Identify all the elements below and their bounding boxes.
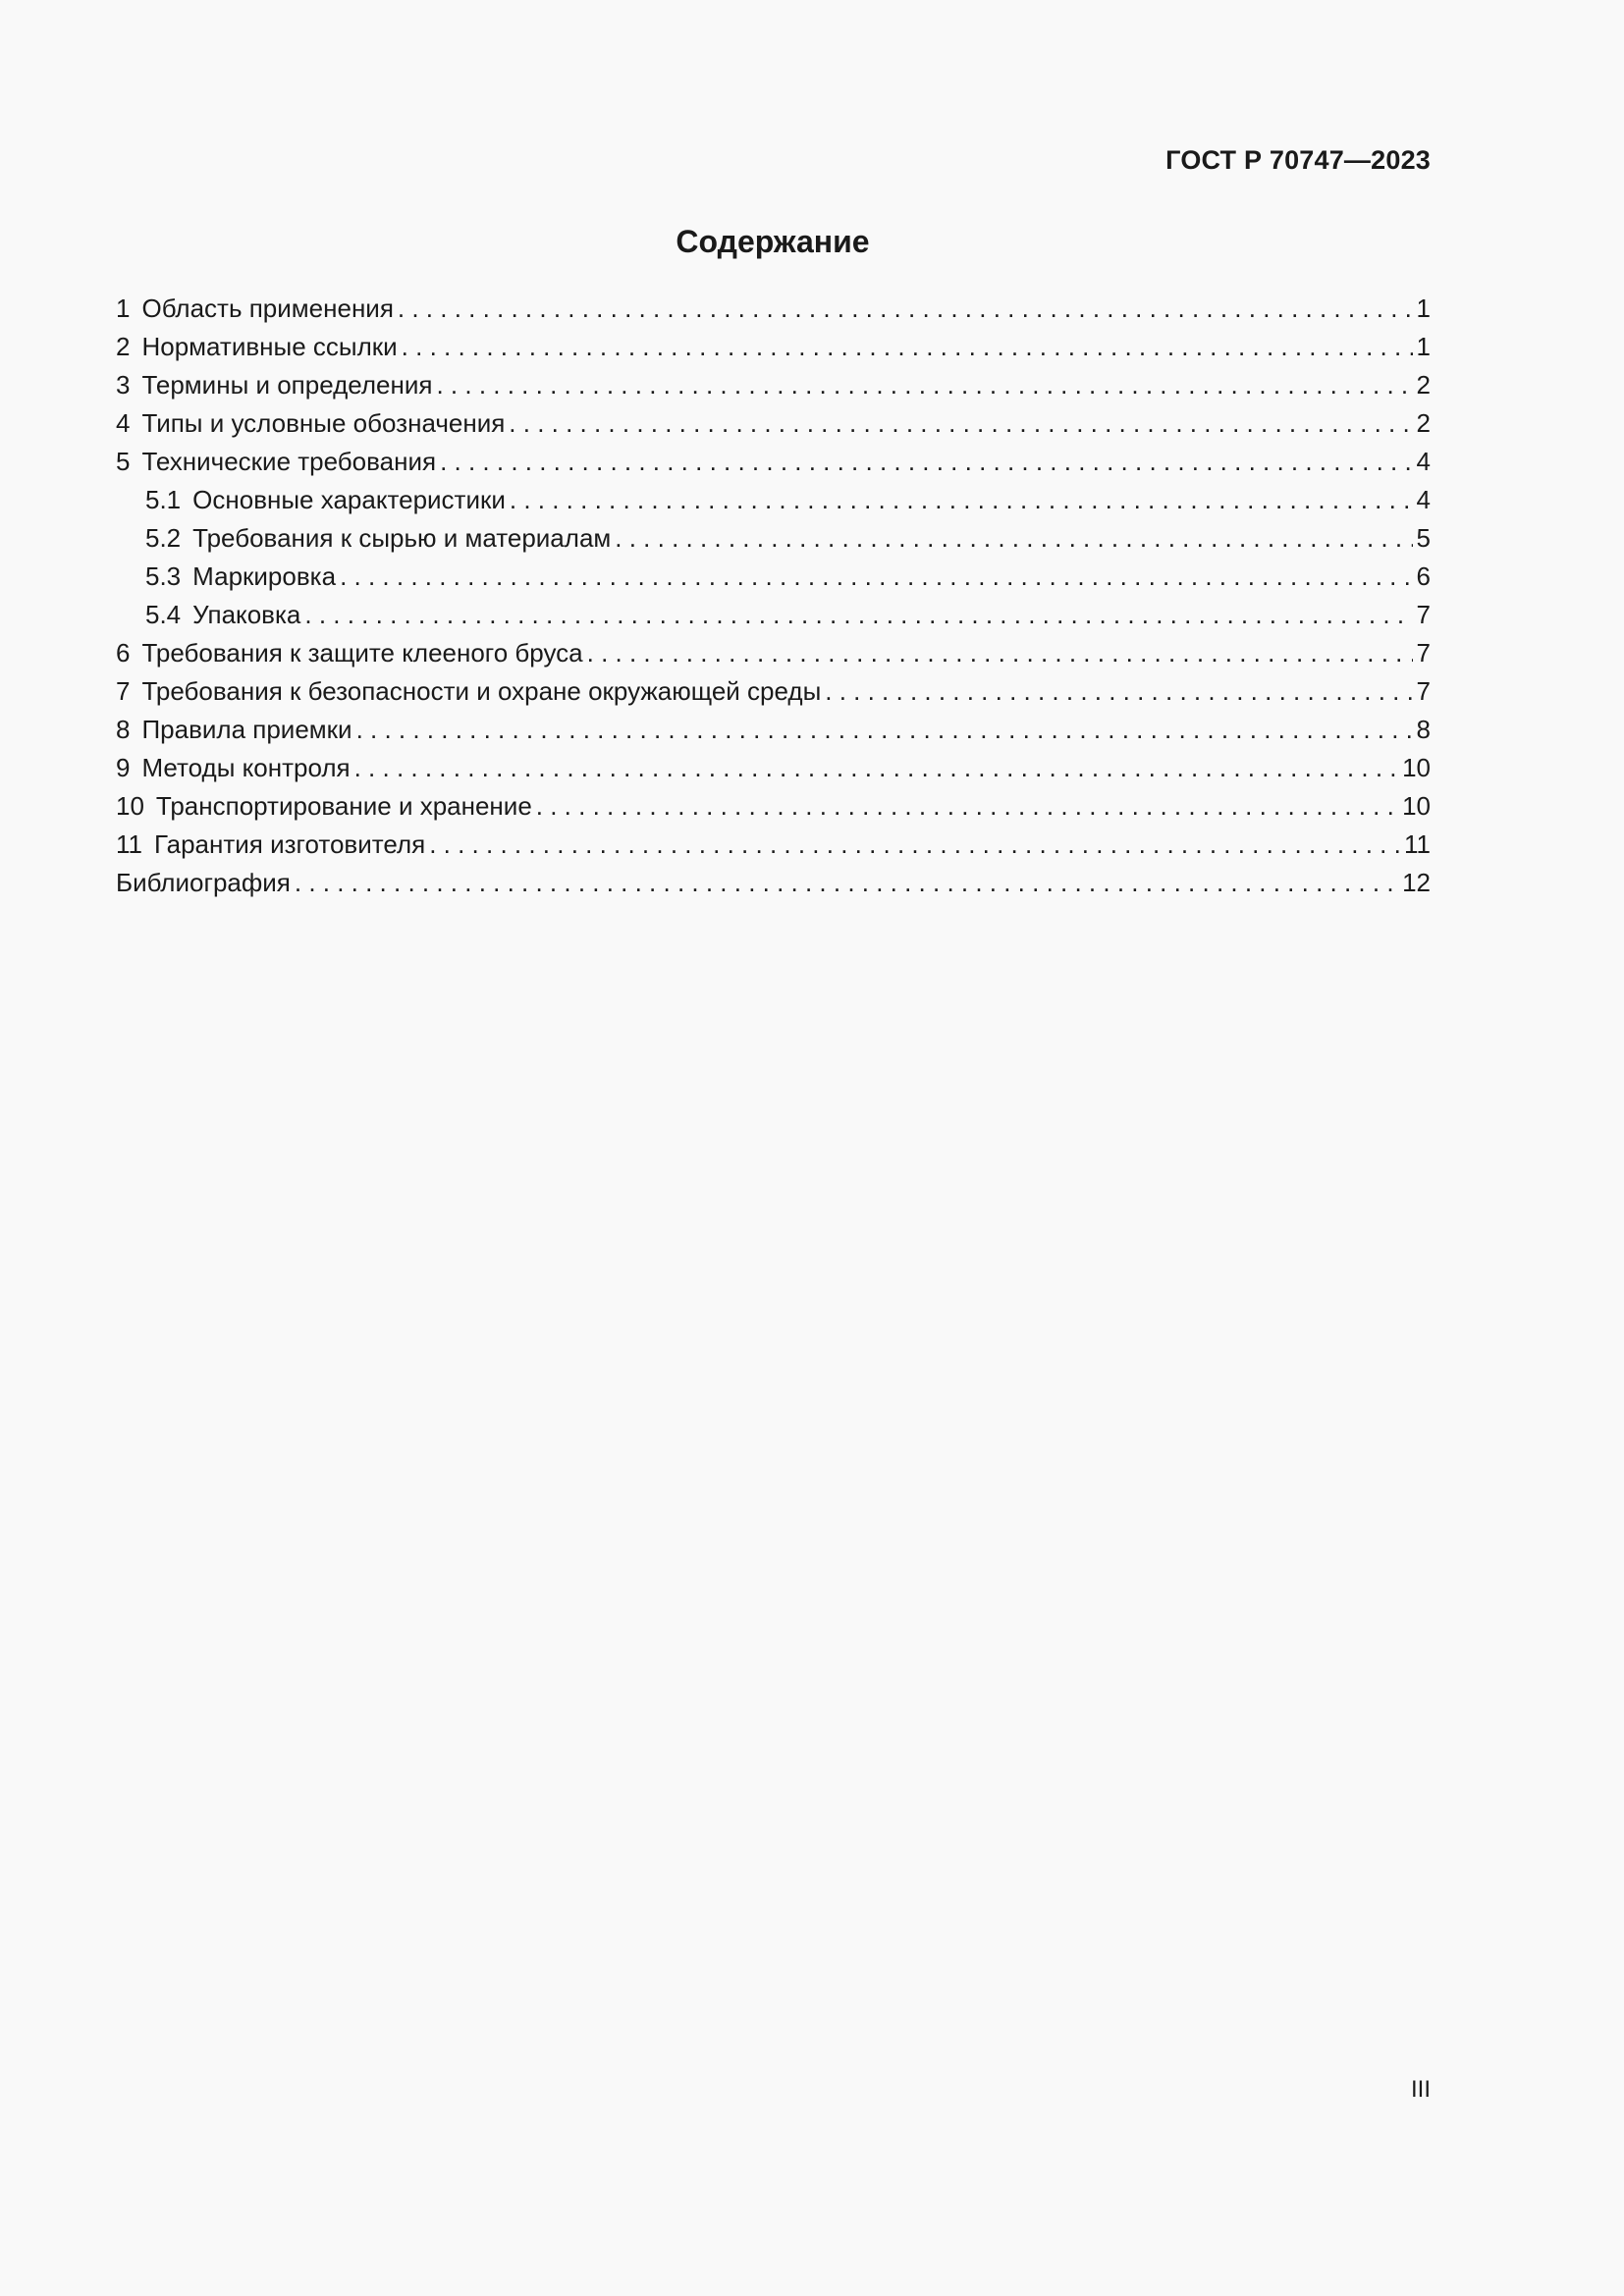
toc-entry-bibliography[interactable] (116, 864, 1431, 902)
toc-entry-page: 12 (1402, 868, 1431, 897)
toc-dot-leader (615, 519, 1412, 558)
toc-entry-page: 7 (1416, 676, 1431, 706)
toc-entry-page: 1 (1416, 332, 1431, 361)
toc-entry-page: 6 (1416, 561, 1431, 591)
toc-entry-label: Правила приемки (141, 715, 352, 744)
toc-entry-number: 1 (116, 294, 131, 323)
toc-dot-leader (340, 558, 1412, 596)
toc-entry-number: 5.3 (145, 561, 182, 591)
toc-entry-label: Требования к сырью и материалам (192, 523, 612, 553)
toc-entry-number: 5.4 (145, 600, 182, 629)
toc-entry-page: 11 (1404, 829, 1431, 859)
toc-entry-label: Требования к защите клееного бруса (141, 638, 583, 667)
toc-entry-label: Область применения (141, 294, 394, 323)
toc-dot-leader (587, 634, 1413, 672)
toc-entry[interactable] (116, 634, 1431, 672)
toc-entry-label: Технические требования (141, 447, 437, 476)
toc-entry-page: 1 (1416, 294, 1431, 323)
toc-entry-label: Основные характеристики (192, 485, 506, 514)
toc-entry-label: Транспортирование и хранение (155, 791, 532, 821)
toc-dot-leader (356, 711, 1413, 749)
toc-entry[interactable] (116, 404, 1431, 443)
toc-dot-leader (509, 404, 1412, 443)
toc-subentry[interactable] (116, 519, 1431, 558)
toc-entry-number: 7 (116, 676, 131, 706)
toc-entry[interactable] (116, 672, 1431, 711)
toc-entry-number: 10 (116, 791, 144, 821)
toc-dot-leader (825, 672, 1412, 711)
toc-entry-number: 4 (116, 408, 131, 438)
toc-entry-label: Требования к безопасности и охране окружающей среды (141, 676, 822, 706)
toc-dot-leader (440, 443, 1412, 481)
toc-entry[interactable] (116, 787, 1431, 826)
toc-entry-number: 11 (116, 829, 142, 859)
table-of-contents (116, 290, 1431, 902)
toc-entry-number: 3 (116, 370, 131, 400)
toc-entry-label: Упаковка (192, 600, 301, 629)
toc-subentry[interactable] (116, 596, 1431, 634)
toc-subentry[interactable] (116, 558, 1431, 596)
toc-dot-leader (536, 787, 1398, 826)
toc-entry[interactable] (116, 290, 1431, 328)
toc-entry[interactable] (116, 443, 1431, 481)
toc-dot-leader (429, 826, 1400, 864)
toc-entry-number: 6 (116, 638, 131, 667)
toc-entry-label: Библиография (116, 868, 291, 897)
toc-entry-label: Гарантия изготовителя (154, 829, 426, 859)
toc-title: Содержание (676, 224, 870, 259)
toc-entry[interactable] (116, 749, 1431, 787)
toc-entry[interactable] (116, 366, 1431, 404)
toc-entry-label: Маркировка (192, 561, 337, 591)
toc-dot-leader (510, 481, 1413, 519)
document-code: ГОСТ Р 70747—2023 (1165, 145, 1431, 175)
toc-entry-label: Термины и определения (141, 370, 433, 400)
toc-entry[interactable] (116, 826, 1431, 864)
toc-entry[interactable] (116, 711, 1431, 749)
toc-dot-leader (354, 749, 1398, 787)
toc-dot-leader (304, 596, 1412, 634)
toc-entry-page: 5 (1416, 523, 1431, 553)
toc-subentry[interactable] (116, 481, 1431, 519)
toc-entry-number: 5.2 (145, 523, 182, 553)
toc-dot-leader (436, 366, 1412, 404)
toc-entry-page: 2 (1416, 370, 1431, 400)
toc-entry-page: 7 (1416, 638, 1431, 667)
toc-entry[interactable] (116, 328, 1431, 366)
toc-entry-number: 5 (116, 447, 131, 476)
toc-entry-number: 5.1 (145, 485, 182, 514)
toc-entry-number: 2 (116, 332, 131, 361)
toc-entry-label: Методы контроля (141, 753, 351, 782)
toc-entry-page: 10 (1402, 753, 1431, 782)
toc-entry-number: 9 (116, 753, 131, 782)
toc-entry-label: Нормативные ссылки (141, 332, 398, 361)
toc-entry-page: 4 (1416, 485, 1431, 514)
toc-entry-page: 2 (1416, 408, 1431, 438)
toc-entry-number: 8 (116, 715, 131, 744)
page-number: III (1410, 2076, 1431, 2103)
toc-entry-label: Типы и условные обозначения (141, 408, 506, 438)
toc-entry-page: 10 (1402, 791, 1431, 821)
toc-dot-leader (398, 290, 1413, 328)
toc-dot-leader (402, 328, 1413, 366)
toc-entry-page: 4 (1416, 447, 1431, 476)
toc-entry-page: 8 (1416, 715, 1431, 744)
toc-entry-page: 7 (1416, 600, 1431, 629)
toc-dot-leader (295, 864, 1398, 902)
